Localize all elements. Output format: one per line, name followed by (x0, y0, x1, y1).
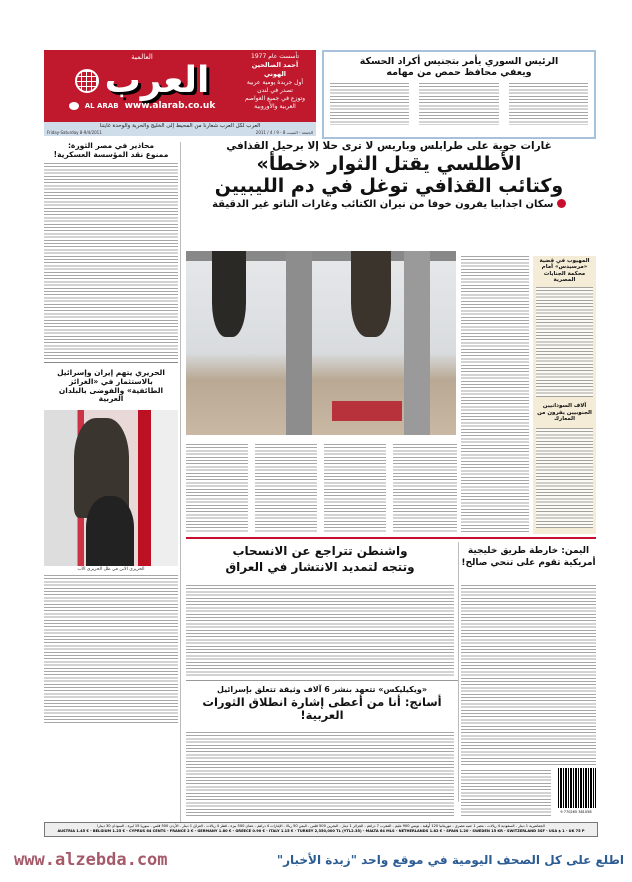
body-text (509, 83, 588, 125)
main-kicker[interactable]: غارات جوية على طرابلس وباريس لا ترى حلا إلا برحيل القذافي (226, 140, 552, 152)
banner (14, 850, 624, 870)
masthead-wrapper (44, 50, 316, 136)
body-text (186, 732, 454, 816)
top-story-headline-2[interactable]: ويعفي محافظ حمص من مهامه (386, 66, 532, 78)
body-text (393, 444, 457, 532)
logo-area (50, 53, 234, 119)
tagline-line: وتوزع في جميع العواصم (244, 94, 306, 102)
red-divider (186, 537, 596, 539)
tagline-line: أول جريدة يومية عربية (246, 78, 304, 86)
main-subhead-text[interactable]: سكان اجدابيا يفرون خوفا من نيران الكتائب وغارات الناتو غير الدقيقة (212, 198, 554, 210)
main-photo (186, 251, 456, 435)
body-text (536, 428, 593, 528)
founded-label: تأسست عام 1977 (251, 53, 299, 60)
motto: العرب لكل العرب شعارنا من المحيط إلى الخليج والحرية والوحدة غايتنا (99, 123, 261, 129)
barcode (558, 768, 596, 808)
globe-icon (75, 69, 99, 93)
sidebar-headline-2[interactable]: آلاف السودانيين الجنوبيين يفرون من المعارك (537, 403, 592, 422)
banner-text[interactable]: اطلع على كل الصحف اليومية في موقع واحد "زبدة الأخبار" (276, 853, 624, 867)
logo-dot (69, 102, 79, 110)
date-ar: الجمعة - السبت 8 - 9 / 4 / 2011 (255, 129, 313, 135)
iraq-headline-2[interactable]: وتتجه لتمديد الانتشار في العراق (225, 559, 415, 574)
legs-shape (212, 251, 246, 337)
top-story-headline[interactable]: الرئيس السوري يأمر بتجنيس أكراد الحسكة (359, 56, 559, 67)
wikileaks-headline[interactable]: أسانج: أنا من أعطى إشارة انطلاق الثورات العربية! (202, 695, 442, 723)
left-story-headline-2[interactable]: ممنوع نقد المؤسسة العسكرية! (53, 149, 169, 159)
person-shape (86, 496, 134, 566)
sidebar-headline[interactable]: المهيوب في قضية «مرسيدس» أمام محكمة الجنايات المصرية (539, 258, 590, 283)
yemen-headline-2[interactable]: أمريكية تقوم على تنحي صالح! (461, 558, 596, 569)
photo-caption: الحريري الابن في ظل الحريري الأب (77, 566, 145, 572)
body-text (461, 256, 529, 532)
main-story (182, 140, 596, 210)
body-text (186, 585, 454, 677)
wikileaks-story (186, 680, 458, 723)
body-text (461, 770, 551, 816)
hariri-headline[interactable]: الحريري يتهم إيران وإسرائيل بالاستثمار في «الغرائز الطائفية» والفوضى بالبلدان العربية (57, 368, 165, 404)
body-text (461, 585, 596, 765)
body-text (324, 444, 386, 532)
hariri-photo (44, 410, 178, 566)
logo-small: العالمية (131, 53, 153, 61)
main-headline-2[interactable]: وكتائب القذافي توغل في دم الليبيين (214, 174, 564, 197)
body-text (186, 444, 248, 532)
iraq-headline[interactable]: واشنطن تتراجع عن الانسحاب (232, 544, 408, 558)
main-subhead (182, 199, 596, 211)
left-column (44, 142, 178, 725)
main-headline[interactable]: الأطلسي يقتل الثوار «خطأ» (256, 153, 522, 176)
logo-latin: AL ARAB (84, 102, 119, 111)
bullet-icon (557, 199, 566, 208)
barcode-number: 9 770265 381058 (560, 810, 592, 814)
top-story-box (322, 50, 596, 139)
price-bar (44, 822, 598, 837)
founder-block (240, 53, 310, 119)
prices-arabic: الجماهيرية 1 دينار - السعودية 4 ريالات - مصر 1 جنيه مصري - موريتانيا 120 أوقية - تونس 900 مليم - المغرب 7 دراهم - الجزائر 1 دينار - البحرين 500 فلس - اليمن 50 ريالا - الإمارات 4 دراهم - عمان 500 بيزة - قطر 4 ريالات - العراق 1 دينار - الأردن 500 فلس - سوريا 15 ليرة - السودان 30 دينارا (97, 824, 545, 828)
legs-shape (351, 251, 391, 337)
truck-shape (332, 401, 402, 421)
logo: العرب (104, 60, 210, 102)
column-divider (180, 142, 181, 822)
yemen-headline[interactable]: اليمن: خارطة طريق خليجية (467, 546, 590, 556)
website-link[interactable]: www.alarab.co.uk (124, 100, 216, 111)
masthead-motto-bar (44, 122, 316, 136)
tagline-line: تصدر في لندن (257, 86, 293, 94)
body-text (536, 287, 593, 397)
body-text (330, 83, 409, 125)
banner-url-link[interactable]: www.alzebda.com (14, 850, 168, 870)
masthead (44, 50, 316, 122)
founder-name: أحمد الصالحين الهوني (251, 61, 299, 78)
left-story-headline[interactable]: محاذير في مصر الثورة: (67, 141, 155, 150)
iraq-story (186, 545, 454, 575)
tagline-line: العربية والأوروبية (254, 102, 296, 110)
date-en: Friday-Saturday 8-9/4/2011 (47, 129, 102, 135)
body-text (419, 83, 498, 125)
body-text (44, 163, 178, 359)
body-text (44, 575, 178, 725)
yemen-story (461, 546, 596, 569)
body-text (255, 444, 317, 532)
wikileaks-kicker[interactable]: «ويكيليكس» تتعهد بنشر 6 آلاف وثيقة تتعلق بإسرائيل (217, 685, 427, 694)
right-sidebar (533, 256, 596, 534)
prices-latin: AUSTRIA 1.45 € - BELGIUM 1.25 € - CYPRUS 64 CENTS - FRANCE 2 € - GERMANY 1.80 € - GREECE 0.90 € - ITALY 1.15 € - TURKEY 2,350,000 TL (YTL2.35) - MALTA 64 MLS - NETHERLANDS 1.82 € - SPAIN 1.20 - SWEDEN 15 KR - SWITZERLAND 3SF - USA $ 1 - UK 75 P (57, 829, 585, 834)
